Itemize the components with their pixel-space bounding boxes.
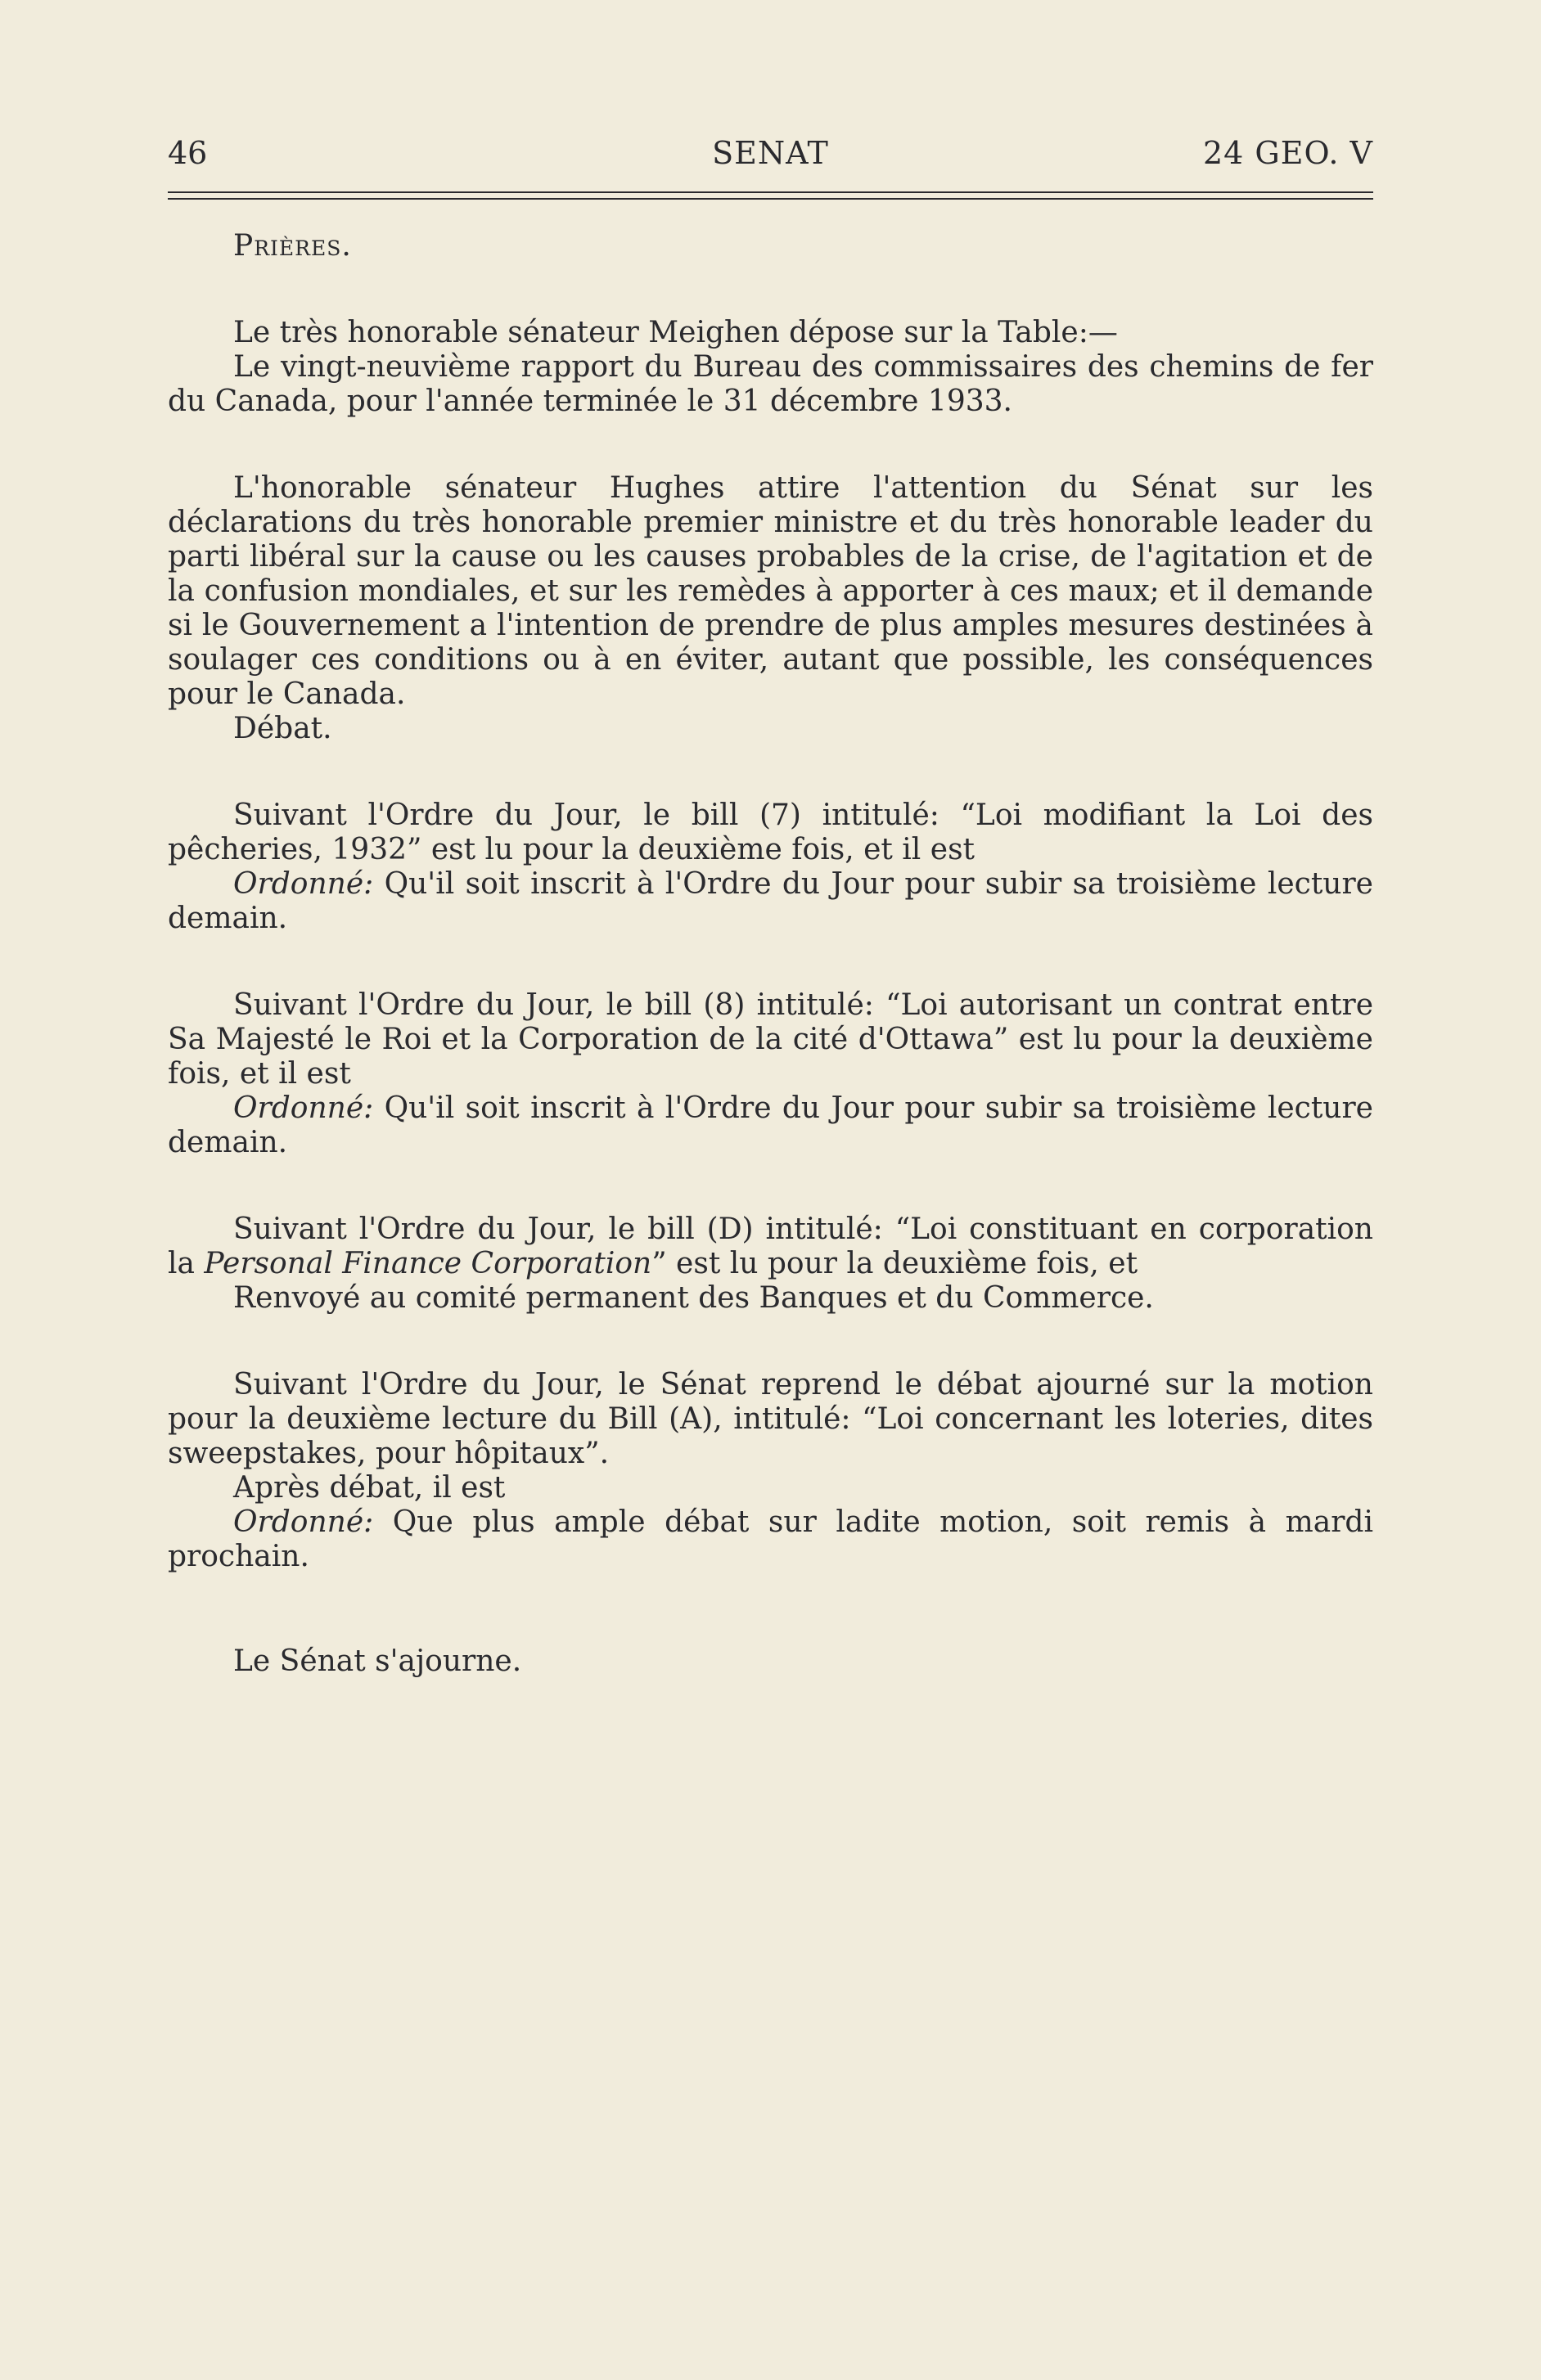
document-page — [168, 0, 1373, 2380]
tabling-intro: Le très honorable sénateur Meighen dépose sur la Table:— — [233, 316, 1118, 349]
ordered-label: Ordonné: — [233, 1505, 374, 1539]
tabling-report: Le vingt-neuvième rapport du Bureau des commissaires des chemins de fer du Canada, pour l'année terminée le 31 décembre 1933. — [168, 350, 1373, 418]
header-rule-top — [168, 191, 1373, 193]
header-rule-bottom — [168, 198, 1373, 200]
regnal-year: 24 GEO. V — [1202, 135, 1373, 171]
bill-7-order: Ordonné: Qu'il soit inscrit à l'Ordre du Jour pour subir sa troisième lecture demain. — [168, 867, 1373, 935]
bill-7-reading: Suivant l'Ordre du Jour, le bill (7) intitulé: “Loi modifiant la Loi des pêcheries, 1932” est lu pour la deuxième fois, et il est — [168, 799, 1373, 866]
ordered-label: Ordonné: — [233, 867, 374, 901]
running-title: SENAT — [712, 135, 829, 171]
page-body — [168, 229, 1373, 1679]
bill-a-debate: Suivant l'Ordre du Jour, le Sénat reprend le débat ajourné sur la motion pour la deuxième lecture du Bill (A), intitulé: “Loi concernant les loteries, dites sweepstakes, pour hôpitaux”. — [168, 1368, 1373, 1470]
page-header — [168, 133, 1373, 173]
ordered-label: Ordonné: — [233, 1091, 374, 1125]
debate-note: Débat. — [233, 712, 332, 745]
company-name: Personal Finance Corporation — [204, 1247, 652, 1280]
bill-8-reading: Suivant l'Ordre du Jour, le bill (8) intitulé: “Loi autorisant un contrat entre Sa Majesté le Roi et la Corporation de la cité d'Ottawa” est lu pour la deuxième fois, et il est — [168, 988, 1373, 1091]
bill-a-order: Ordonné: Que plus ample débat sur ladite motion, soit remis à mardi prochain. — [168, 1505, 1373, 1573]
adjournment: Le Sénat s'ajourne. — [233, 1644, 522, 1678]
page-number: 46 — [168, 135, 208, 171]
prayers-heading: Prières. — [233, 229, 352, 263]
bill-8-order: Ordonné: Qu'il soit inscrit à l'Ordre du Jour pour subir sa troisième lecture demain. — [168, 1091, 1373, 1159]
bill-d-reading: Suivant l'Ordre du Jour, le bill (D) intitulé: “Loi constituant en corporation la Personal Finance Corporation” est lu pour la deuxième fois, et — [168, 1212, 1373, 1280]
bill-d-referral: Renvoyé au comité permanent des Banques et du Commerce. — [233, 1281, 1154, 1315]
hughes-inquiry: L'honorable sénateur Hughes attire l'attention du Sénat sur les déclarations du très honorable premier ministre et du très honorable leader du parti libéral sur la cause ou les causes probables de la crise, de l'agitation et de la confusion mondiales, et sur les remèdes à apporter à ces maux; et il demande si le Gouvernement a l'intention de prendre de plus amples mesures destinées à soulager ces conditions ou à en éviter, autant que possible, les conséquences pour le Canada. — [168, 471, 1373, 711]
bill-a-after-debate: Après débat, il est — [233, 1471, 506, 1505]
